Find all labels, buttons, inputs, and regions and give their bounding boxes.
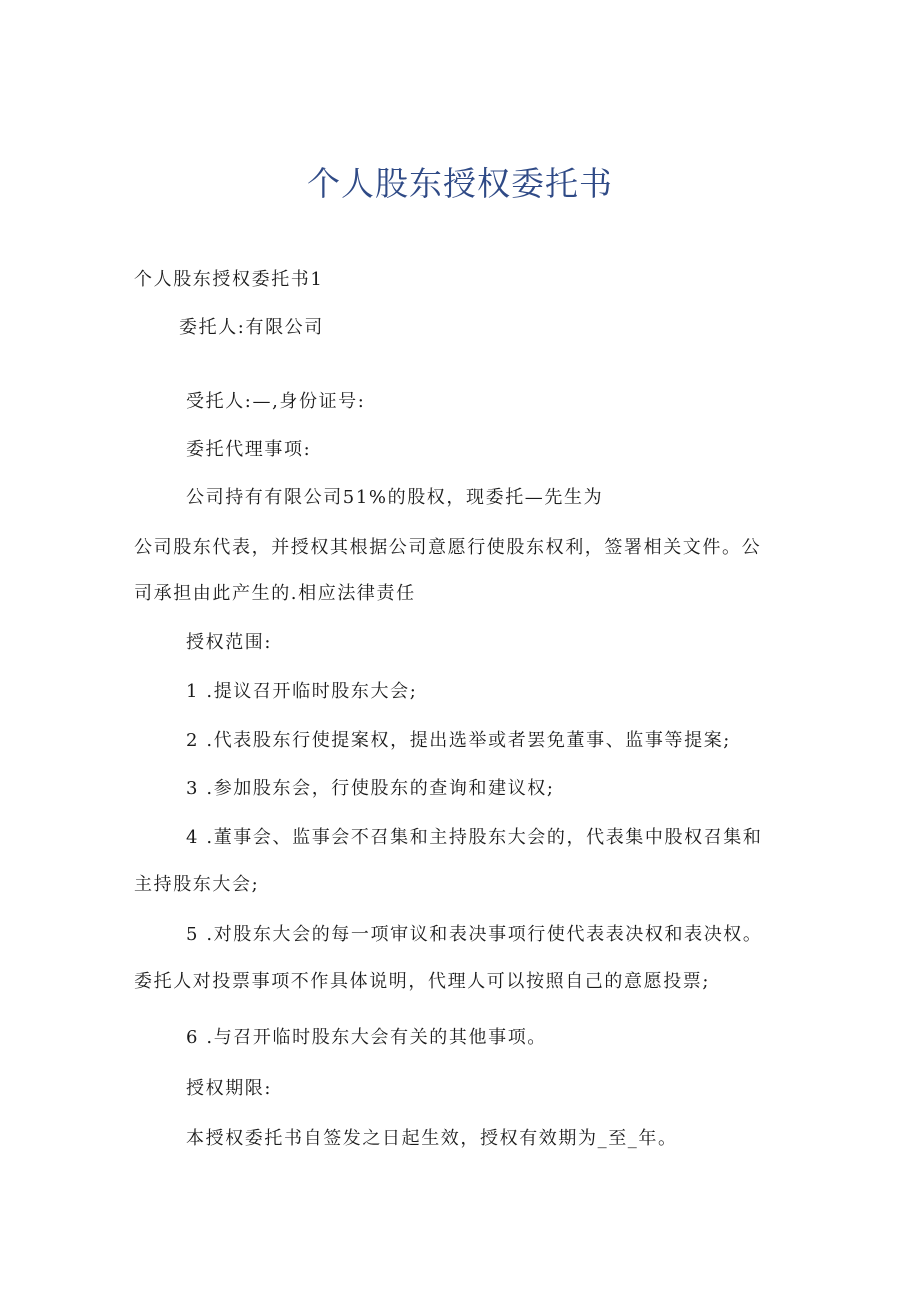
- matters-label: 委托代理事项:: [186, 439, 312, 460]
- scope-item: 1 .提议召开临时股东大会;: [186, 681, 418, 702]
- scope-item-continuation: 委托人对投票事项不作具体说明，代理人可以按照自己的意愿投票;: [134, 971, 711, 992]
- agent-line: 受托人:—,身份证号:: [186, 391, 366, 412]
- scope-item-continuation: 主持股东大会;: [134, 874, 260, 895]
- matters-text-line: 公司持有有限公司51%的股权，现委托—先生为: [186, 487, 604, 508]
- scope-item: 4 .董事会、监事会不召集和主持股东大会的，代表集中股权召集和: [186, 827, 763, 848]
- matters-text-line: 司承担由此产生的.相应法律责任: [134, 583, 416, 604]
- document-title: 个人股东授权委托书: [307, 164, 613, 203]
- scope-label: 授权范围:: [186, 632, 273, 653]
- term-text: 本授权委托书自签发之日起生效，授权有效期为_至_年。: [186, 1128, 678, 1149]
- principal-line: 委托人:有限公司: [179, 317, 324, 338]
- scope-item: 5 .对股东大会的每一项审议和表决事项行使代表表决权和表决权。: [186, 924, 763, 945]
- scope-item: 2 .代表股东行使提案权，提出选举或者罢免董事、监事等提案;: [186, 730, 731, 751]
- matters-text-line: 公司股东代表，并授权其根据公司意愿行使股东权利，签署相关文件。公: [134, 537, 762, 558]
- term-label: 授权期限:: [186, 1078, 273, 1099]
- scope-item: 6 .与召开临时股东大会有关的其他事项。: [186, 1027, 547, 1048]
- scope-item: 3 .参加股东会，行使股东的查询和建议权;: [186, 778, 555, 799]
- document-heading: 个人股东授权委托书1: [134, 269, 324, 290]
